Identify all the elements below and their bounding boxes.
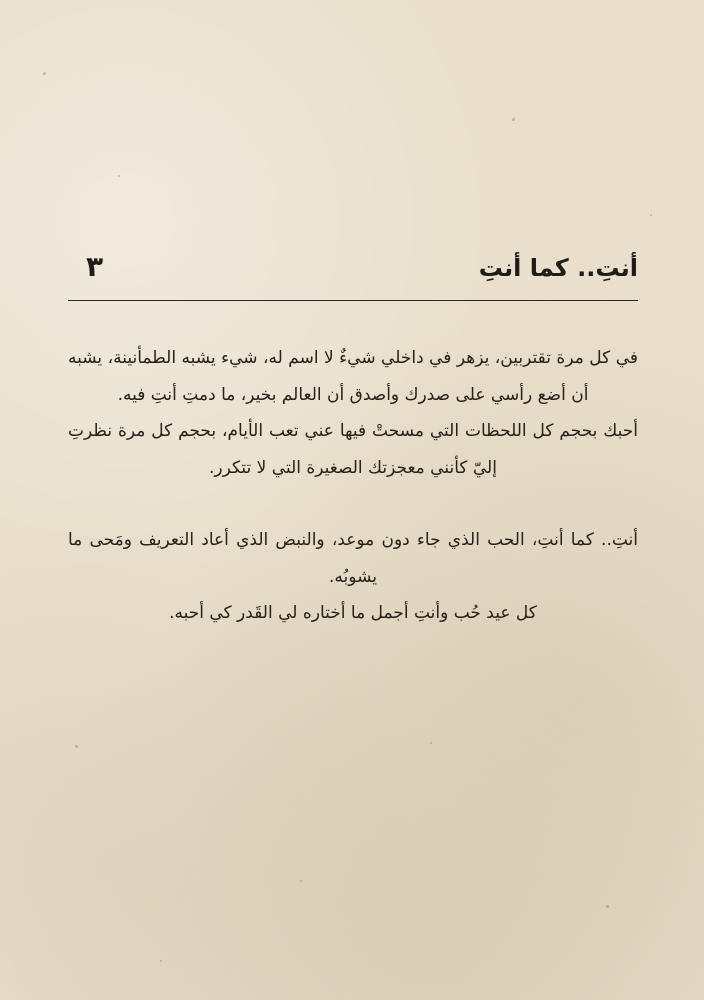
page-number: ٣ <box>86 250 104 283</box>
paper-speck <box>430 742 432 744</box>
paragraph-2: أحبك بحجم كل اللحظات التي مسحتْ فيها عني تعب الأيام، بحجم كل مرة نظرتِ إليّ كأنني معجزتك الصغيرة التي لا تتكرر. <box>68 421 638 478</box>
chapter-title: أنتِ.. كما أنتِ <box>478 254 638 282</box>
paper-speck <box>300 880 302 882</box>
paper-speck <box>118 175 120 177</box>
paper-speck <box>512 118 515 121</box>
poem-body <box>68 340 638 632</box>
paragraph-3: أنتِ.. كما أنتِ، الحب الذي جاء دون موعد، والنبض الذي أعاد التعريف ومَحى ما يشوبُه. <box>68 530 638 587</box>
paper-speck <box>606 905 609 908</box>
paragraph-4: كل عيد حُب وأنتِ أجمل ما أختاره لي القَدر كي أحبه. <box>169 603 537 623</box>
paragraph-1: في كل مرة تقتربين، يزهر في داخلي شيءٌ لا اسم له، شيء يشبه الطمأنينة، يشبه أن أضع رأسي على صدرك وأصدق أن العالم بخير، ما دمتِ أنتِ فيه. <box>68 348 638 405</box>
page-header <box>68 250 638 294</box>
stanza-gap <box>68 486 638 522</box>
paper-speck <box>160 960 162 962</box>
header-divider <box>68 300 638 301</box>
paper-speck <box>43 72 46 75</box>
paper-speck <box>75 745 78 748</box>
paper-speck <box>650 214 652 216</box>
